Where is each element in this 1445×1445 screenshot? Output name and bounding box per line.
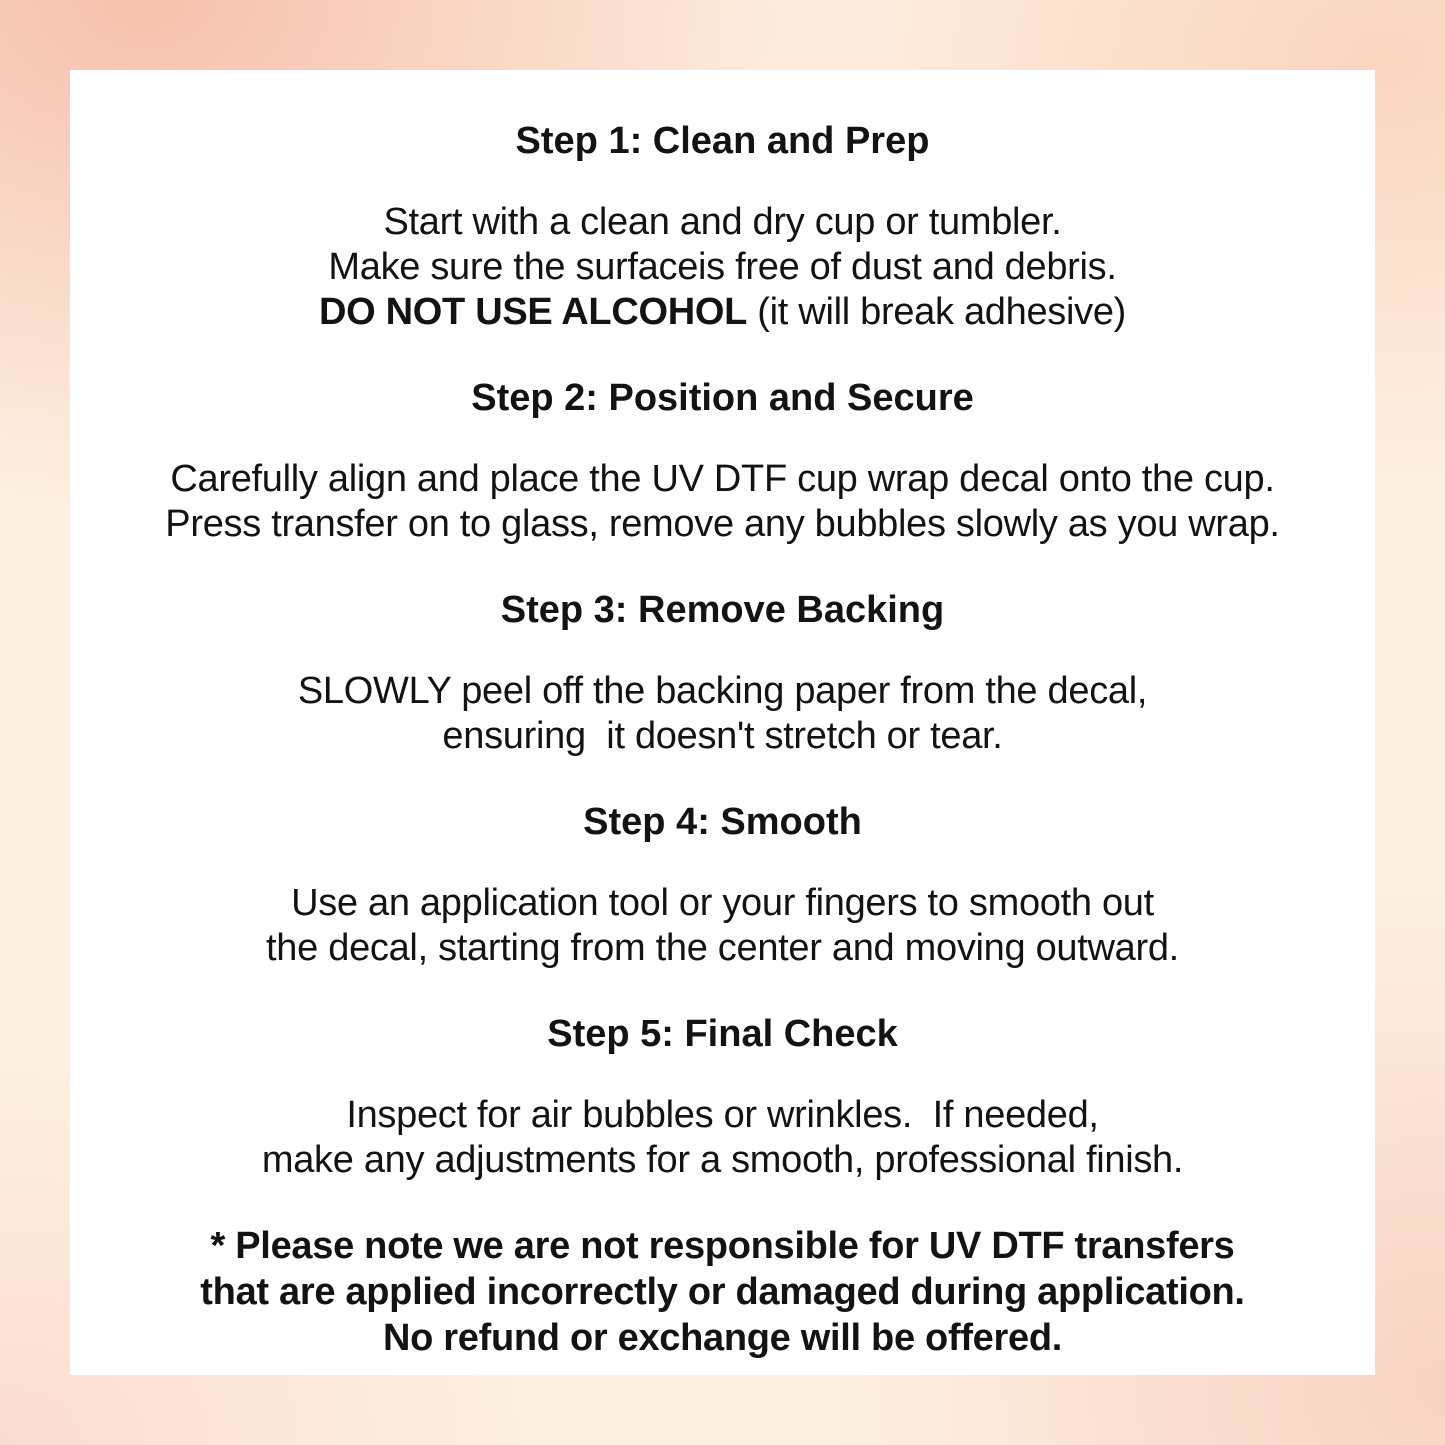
alcohol-warning-bold-text: DO NOT USE ALCOHOL — [318, 291, 748, 333]
step-4-section — [70, 799, 1375, 971]
step-5-heading: Step 5: Final Check — [547, 1013, 898, 1055]
step-3-line-2: ensuring it doesn't stretch or tear. — [442, 715, 1003, 757]
step-5-section — [70, 1011, 1375, 1183]
step-3-heading: Step 3: Remove Backing — [500, 589, 945, 631]
step-1-alcohol-warning — [70, 290, 1375, 335]
instruction-content — [70, 70, 1375, 1375]
step-3-section — [70, 587, 1375, 759]
instruction-card — [70, 70, 1375, 1375]
step-5-line-1: Inspect for air bubbles or wrinkles. If needed, — [346, 1094, 1099, 1136]
step-1-line-1: Start with a clean and dry cup or tumbler. — [383, 201, 1062, 243]
alcohol-warning-rest-text: (it will break adhesive) — [747, 291, 1127, 333]
step-2-heading: Step 2: Position and Secure — [471, 377, 974, 419]
disclaimer-section — [70, 1223, 1375, 1361]
disclaimer-line-3: No refund or exchange will be offered. — [382, 1317, 1063, 1359]
disclaimer-line-1: * Please note we are not responsible for UV DTF transfers — [210, 1225, 1235, 1267]
step-2-section — [70, 375, 1375, 547]
step-4-heading: Step 4: Smooth — [583, 801, 862, 843]
disclaimer-line-2: that are applied incorrectly or damaged during application. — [200, 1271, 1245, 1313]
step-1-section — [70, 118, 1375, 335]
step-5-line-2: make any adjustments for a smooth, professional finish. — [261, 1139, 1184, 1181]
step-2-line-2: Press transfer on to glass, remove any bubbles slowly as you wrap. — [165, 503, 1280, 545]
step-4-line-2: the decal, starting from the center and moving outward. — [266, 927, 1179, 969]
step-1-line-2: Make sure the surfaceis free of dust and debris. — [328, 246, 1117, 288]
step-3-line-1: SLOWLY peel off the backing paper from the decal, — [297, 670, 1148, 712]
step-4-line-1: Use an application tool or your fingers to smooth out — [291, 882, 1154, 924]
step-2-line-1: Carefully align and place the UV DTF cup wrap decal onto the cup. — [170, 458, 1275, 500]
step-1-heading: Step 1: Clean and Prep — [515, 120, 930, 162]
